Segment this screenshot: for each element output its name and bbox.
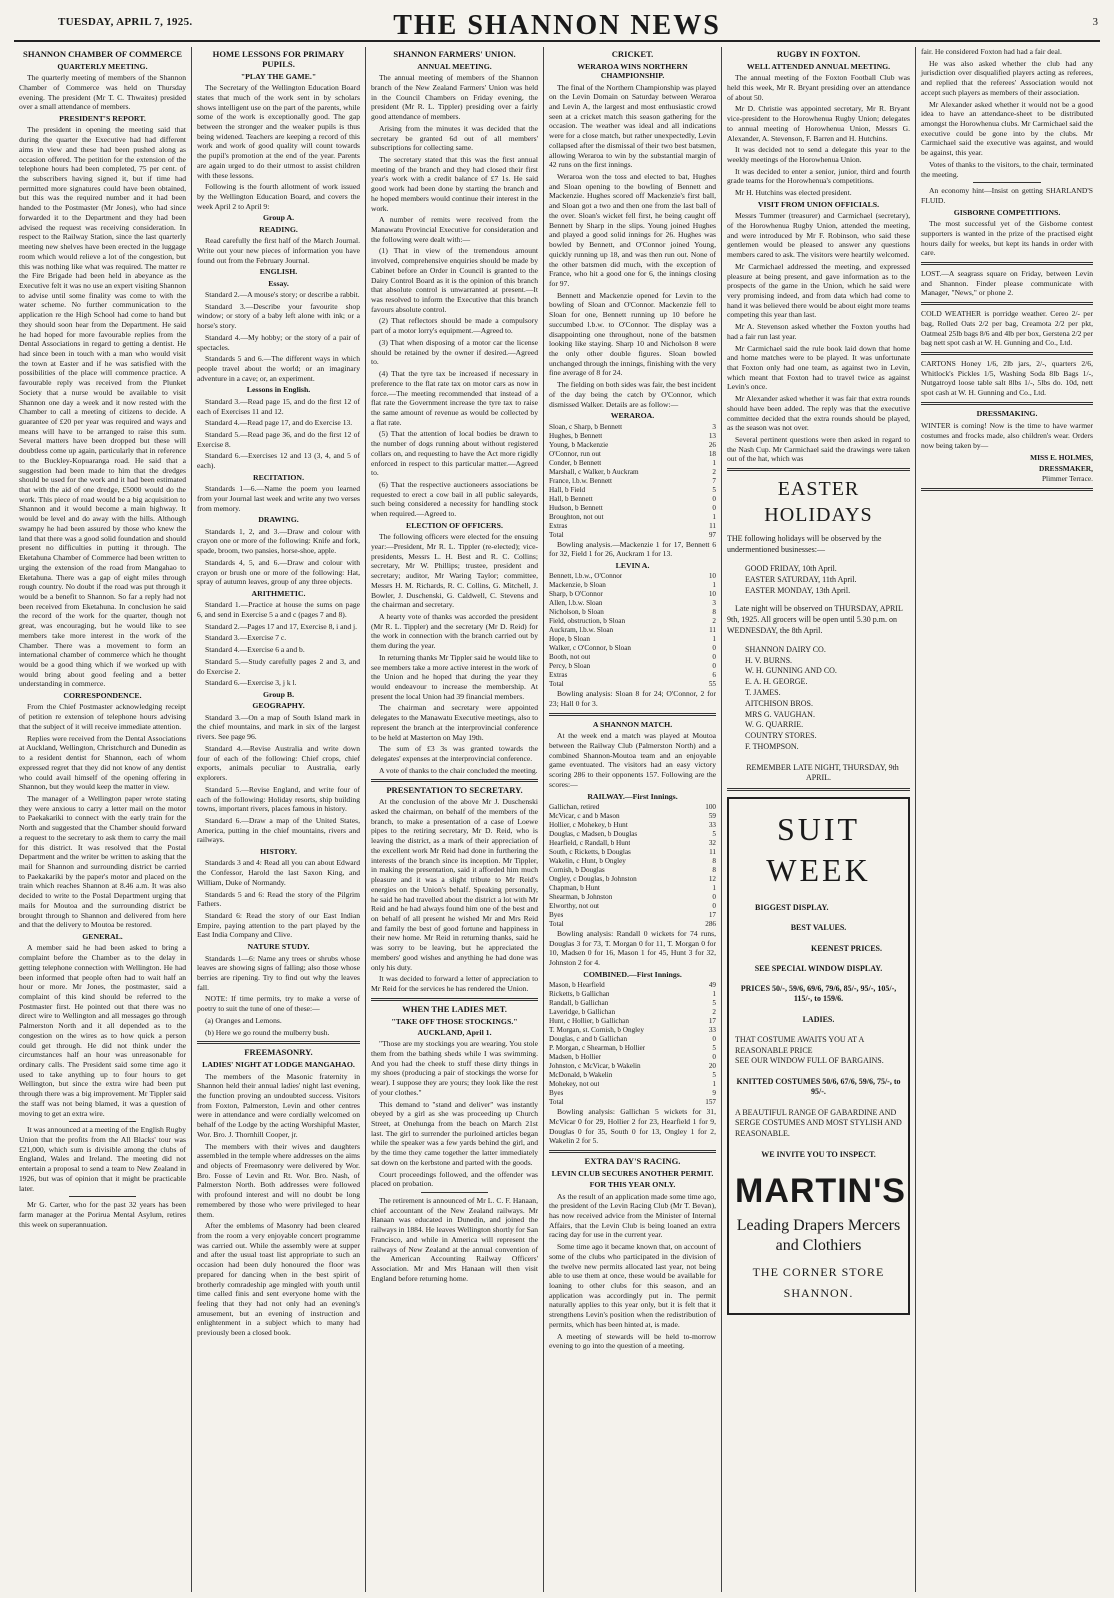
paragraph: (a) Oranges and Lemons.	[205, 1015, 282, 1025]
paragraph: It was decided to enter a senior, junior, third and fourth grade teams for the Horowhenua's competitions.	[727, 166, 910, 186]
divider	[197, 1041, 360, 1044]
subhead-history: HISTORY.	[260, 847, 297, 857]
paragraph: Mr Alexander asked whether it would not be a good idea to have an attendance-sheet to be distributed amongst the Horowhenua clubs. Mr Carmichael said the executive could be gone into by the clubs. Mr Carmichael said the executive was against, and would be against, this year.	[921, 99, 1093, 158]
subhead-levin-club: LEVIN CLUB SECURES ANOTHER PERMIT.	[551, 1168, 714, 1178]
paragraph: At the week end a match was played at Moutoa between the Railway Club (Palmerston North) and a combined Shannon-Moutoa team and an enjoyable game eventuated. The visitors had an easy victory scoring 286 to their opponents 157. Following are the scores:—	[549, 731, 716, 789]
paragraph: A hearty vote of thanks was accorded the president (Mr R. L. Tippler) and the secretary (Mr D. Reid) for the work in connection with the branch carried out by them during the year.	[371, 611, 538, 651]
paragraph: Replies were received from the Dental Associations at Auckland, Wellington, Christchurch and Dunedin as to a resident dentist for Shannon, each of whom expressed regret that they did not know of any dentist who could avail himself of the opening offering in Shannon, but they would keep the matter in view.	[19, 733, 186, 792]
subhead-annual-meeting: ANNUAL MEETING.	[417, 61, 492, 71]
scorecard-total: Total 97	[549, 530, 716, 539]
subhead-correspondence: CORRESPONDENCE.	[63, 691, 142, 701]
paragraph: It was decided not to send a delegate this year to the weekly meetings of the Horowhenua Union.	[727, 145, 910, 164]
paragraph: The following officers were elected for the ensuing year:—President, Mr R. L. Tippler (re-elected); vice-presidents, Messrs L. H. Best and R. C. Collins; secretary, Mr W. Phillips; trustee, president and secretary; auditor, Mr Waring Taylor; committee, Messrs H. M. Richards, R. C. Collins, G. Mitchell, J. Bowler, J. Duschenski, G. Caldwell, C. Stevens and the chairman and secretary.	[371, 532, 538, 610]
ad-easter-title: EASTER HOLIDAYS	[764, 478, 873, 526]
score-row: Hunt, c Hollier, b Gallichan 17	[549, 1017, 716, 1026]
divider	[371, 779, 538, 782]
column-3	[366, 47, 544, 1592]
subhead-weraroa-wins: WERAROA WINS NORTHERN CHAMPIONSHIP.	[577, 61, 688, 81]
score-row: McDonald, b Wakelin 5	[549, 1071, 716, 1080]
subhead-general: GENERAL.	[82, 932, 123, 941]
score-row: Percy, b Sloan 0	[549, 662, 716, 671]
score-row: Hope, b Sloan 1	[549, 635, 716, 644]
ad-easter-late-night: Late night will be observed on THURSDAY, APRIL 9th, 1925. All grocers will be open until 5.30 p.m. on WEDNESDAY, the 8th April.	[727, 604, 903, 635]
divider	[921, 402, 1093, 405]
score-row: Hollier, c Mohekey, b Hunt 33	[549, 820, 716, 829]
ad-winter: WINTER is coming! Now is the time to have warmer costumes and frocks made, also children's wear. Orders now being taken by—	[921, 421, 1093, 450]
list-item: MRS G. VAUGHAN.	[745, 709, 815, 719]
score-row: Johnston, c McVicar, b Wakelin 20	[549, 1062, 716, 1071]
score-row: Marshall, c Walker, b Auckram 2	[549, 467, 716, 476]
list-item: E. A. H. GEORGE.	[745, 677, 808, 687]
paragraph: Several pertinent questions were then asked in regard to the Nash Cup. Mr Carmichael said the drawings were taken out of the hat, which was	[727, 435, 910, 464]
subhead-essay: Essay.	[268, 278, 289, 288]
headline-presentation: PRESENTATION TO SECRETARY.	[386, 785, 523, 796]
headline-rugby: RUGBY IN FOXTON.	[776, 49, 861, 59]
paragraph: (2) That reflectors should be made a compulsory part of a motor lorry's equipment.—Agreed to.	[371, 316, 538, 336]
list-item: SHANNON DAIRY CO.	[745, 644, 826, 654]
paragraph: Some time ago it became known that, on account of some of the clubs who participated in the division of the twelve new permits allocated last year, not being able to use them at once, these would be available for loaning to other clubs for this season, and an application was accordingly put in. The permit naturally applies to this year only, but it is felt that it strengthens Levin's position when the redistribution of permits, which has been hinted at, is made.	[549, 1242, 716, 1329]
ad-martins-logo: MARTIN'S	[735, 1172, 906, 1211]
paragraph: Standard 1.—Practice at house the sums on page 6, and send in Exercise 5 a and c (pages 7 and 8).	[197, 600, 360, 620]
subhead-lessons: Lessons in English.	[246, 385, 311, 395]
paragraph: From the Chief Postmaster acknowledging receipt of petition re extension of telephone hours advising that the subject of it will receive immediate attention.	[19, 702, 186, 731]
paragraph: The retirement is announced of Mr L. C. F. Hanaan, chief accountant of the New Zealand railways. Mr Hanaan was educated in Dunedin, and joined the railways in 1884. He leaves Wellington shortly for San Francisco, and while in America will represent the railways of New Zealand at the annual convention of the American Accounting Railway Officers' Association. Mr and Mrs Hanaan will then visit England before returning home.	[371, 1196, 538, 1283]
paragraph: He was also asked whether the club had any jurisdiction over disqualified players acting as referees, and replied that the referees' Association would not accept such players as members of their association.	[921, 58, 1093, 97]
subhead-play-the-game: "PLAY THE GAME."	[240, 71, 317, 81]
paragraph: Standards 5 and 6.—The different ways in which people travel about the world; or an imaginary adventure in a cave; or, an experiment.	[197, 354, 360, 383]
score-row: Laveridge, b Gallichan 2	[549, 1008, 716, 1017]
subhead-arithmetic: ARITHMETIC.	[251, 588, 306, 598]
score-row: McVicar, c and b Mason 59	[549, 811, 716, 820]
ad-suit-costume: THAT COSTUME AWAITS YOU AT A REASONABLE PRICE	[735, 1034, 864, 1055]
column-2	[192, 47, 366, 1592]
divider	[69, 1196, 136, 1197]
paragraph: Standard 6: Read the story of our East Indian Empire, paying attention to the part played by the East India Company and Clive.	[197, 911, 360, 940]
paragraph: Standard 2.—A mouse's story; or describe a rabbit.	[205, 289, 360, 299]
paragraph: Standards 4, 5, and 6.—Draw and colour with crayon or brush one or more of the following: Hat, spray of autumn leaves, group of any three objects.	[197, 557, 360, 587]
dateline-auckland: AUCKLAND, April 1.	[417, 1027, 492, 1037]
paragraph: Mr G. Carter, who for the past 32 years has been farm manager at the Porirua Mental Asylum, retires this week on superannuation.	[19, 1200, 186, 1229]
paragraph: (1) That in view of the tremendous amount involved, comprehensive enquiries should be made by Cabinet before an Order in Council is granted to the Dairy Control Board as it is the opinion of this branch that absolute control is unwarranted at present.—It was resolved to inform the Executive that this branch favours absolute control.	[371, 246, 538, 314]
paragraph: Standard 6.—Exercise 3, j k l.	[205, 678, 297, 688]
paragraph: (5) That the attention of local bodies be drawn to the number of dogs running about without registered collars on, and requesting to have the Act more rigidly enforced in respect to this particular matter.—Agreed to.	[371, 429, 538, 478]
ad-martins-town: SHANNON.	[783, 1286, 854, 1301]
score-row: Mohekey, not out 1	[549, 1080, 716, 1089]
score-row: Booth, not out 0	[549, 653, 716, 662]
headline-chamber: SHANNON CHAMBER OF COMMERCE	[23, 49, 182, 59]
subhead-recitation: RECITATION.	[252, 472, 305, 482]
subhead-drawing: DRAWING.	[258, 515, 299, 525]
score-row: Byes 9	[549, 1089, 716, 1098]
paragraph: The sum of £3 3s was granted towards the delegates' expenses at the interprovincial conference.	[371, 744, 538, 763]
headline-home-lessons: HOME LESSONS FOR PRIMARY PUPILS.	[212, 49, 345, 69]
paragraph: Mr A. Stevenson asked whether the Foxton youths had had a fair run last year.	[727, 322, 910, 341]
ad-easter-remember: REMEMBER LATE NIGHT, THURSDAY, 9th APRIL.	[746, 762, 899, 783]
paragraph: The president in opening the meeting said that during the quarter the Executive had had different aims in view and these had been pushed along as occasion offered. The petition for the extension of the telephone hours had been completed, 75 per cent. of the subscribers having signed it, but if time had permitted more signatures could have been obtained, but this was the required number and it had been handed to the Postmaster (Mr Jones), who had since forwarded it to the Department and they had been advised the request was receiving consideration. In respect to the Railway Station, since the last quarterly meeting new shelves have been erected in the luggage room which would relieve a lot of the congestion, but this was nothing like what was required. The matter re the Fire Brigade had been held in abeyance as the Executive felt it was no use an expert visiting Shannon to advise until some finality was come to with the water scheme. No further communication to the application re the High School had come to hand but they should soon hear from the Department. He said he had hoped for more favourable replies from the Dental Associations in regard to getting a dentist. He had since been in touch with a man who would visit the town at Easter and if he was satisfied with the possibilities of the place will commence practice. A favourable reply was received from the Plunket Society that a nurse would be available to visit Shannon one day a week and it now rested with the Chamber to call a meeting of citizens to decide. A guarantee of £20 per year was required and ways and means will have to be arranged to raise this sum. Several matters have been dropped but these will doubtless come up again, particularly that in reference to the Buckley-Kopuaranga road. He said that a suggestion had been made to him that the dredges should be used for the work and it had been estimated that with the aid of one dredge, £5000 would do the work. This piece of road would be a big acquisition to Shannon and it would become a main highway. It would be level and do away with the hills. Although swampy he had been assured by those who knew the land that there was a good solid foundation and should present no difficulties in putting it through. The Eketahuna Chamber of Commerce had been written to urging the extension of the road from Mangahao to Eketahuna. There was a gap of eight miles through rough country. No doubt if the road was put through it would be a benefit to Shannon. So far a reply had not been received from Eketahuna. In conclusion he said the record of the work for the quarter, though not great, was encouraging, but he would like to see members take more interest in the work of the Chamber. There was a movement to form an international chamber of commerce which he thought would be a good thing which if we worked up with would bring about good feeling and a better understanding in commerce.	[19, 125, 186, 689]
score-row: Cornish, b Douglas 8	[549, 865, 716, 874]
paragraph: Standard 3.—Read page 15, and do the first 12 of each of Exercises 11 and 12.	[197, 396, 360, 416]
subhead-election: ELECTION OF OFFICERS.	[406, 520, 503, 530]
score-row: Mackenzie, b Sloan 1	[549, 581, 716, 590]
paragraph: NOTE: If time permits, try to make a verse of poetry to suit the tune of one of these:—	[197, 994, 360, 1014]
score-row: Young, b Mackenzie 26	[549, 440, 716, 449]
ad-lost: LOST.—A seagrass square on Friday, between Levin and Shannon. Finder please communicate with Manager, "News," or phone 2.	[921, 269, 1093, 298]
paragraph: Standard 3.—On a map of South Island mark in the chief mountains, and mark in six of the largest rivers. See page 96.	[197, 712, 360, 742]
subhead-visit: VISIT FROM UNION OFFICIALS.	[757, 199, 880, 209]
paragraph: Standard 4.—Read page 17, and do Exercise 13.	[205, 418, 353, 428]
subhead-english: ENGLISH.	[259, 267, 298, 277]
scorecard-weraroa	[549, 423, 716, 531]
score-row: Hall, b Field 5	[549, 485, 716, 494]
ad-winter-name: MISS E. HOLMES,	[1030, 453, 1093, 463]
paragraph: A number of remits were received from the Manawatu Provincial Executive for consideration and the following were dealt with:—	[371, 215, 538, 244]
score-row: Walker, c O'Connor, b Sloan 0	[549, 644, 716, 653]
score-row: Field, obstruction, b Sloan 2	[549, 617, 716, 626]
subhead-nature-study: NATURE STUDY.	[247, 942, 310, 952]
paragraph: The manager of a Wellington paper wrote stating they were anxious to carry a letter mail on the motor to Paekakariki to connect with the early train for the North and suggested that the Chamber should forward a request to the secretary to ask them to carry the mail for this district. It was resolved that the Postal Department and the writer be written to asking that the mail for Shannon and surrounding district be carried to Paekakariki by the paper's motor and placed on the train which reaches Shannon at 8.46 a.m. It was also decided to write to the Postal Department urging that mails for Moutoa and the surrounding district be brought through to Shannon and delivered from here and that the delivery to Moutoa be restored.	[19, 793, 186, 930]
ad-cartons: CARTONS Honey 1/6, 2lb jars, 2/-, quarters 2/6, Whitlock's Pickles 1/5, Washing Soda 8lb Bags 1/-, Nutgatroyd loose table salt 8lbs 1/-, 5lbs do. 10d, nett spot cash at W. H. Gunning and Co., Ltd.	[921, 359, 1093, 398]
score-row: Gallichan, retired 100	[549, 802, 716, 811]
score-row: Mason, b Hearfield 49	[549, 981, 716, 990]
divider	[549, 1150, 716, 1153]
paragraph: It was decided to forward a letter of appreciation to Mr Reid for the services he has rendered the Union.	[371, 974, 538, 993]
score-row: Bennett, l.b.w., O'Connor 10	[549, 572, 716, 581]
columns	[14, 47, 1100, 1592]
score-row: Extras 6	[549, 671, 716, 680]
subhead-weraroa-team: WERAROA.	[610, 411, 655, 421]
paragraph: Arising from the minutes it was decided that the secretary be granted 6d out of all members' subscriptions for collecting same.	[371, 123, 538, 153]
paragraph: The quarterly meeting of members of the Shannon Chamber of Commerce was held on Thursday evening. The president (Mr T. C. Thwaites) presided over a small attendance of members.	[19, 73, 186, 112]
paragraph: The chairman and secretary were appointed delegates to the Manawatu Executive meetings, also to represent the branch at the interprovincial conference to be held at Masterton on May 19th.	[371, 703, 538, 742]
paragraph: The secretary stated that this was the first annual meeting of the branch and they had closed their first year's work with a credit balance of £7 1s. He said good work had been done by starting the branch and he hoped members would continue their interest in the work.	[371, 154, 538, 213]
scorecard-combined	[549, 981, 716, 1098]
paragraph: Standard 5.—Revise England, and write four of each of the following: Holiday resorts, ship building towns, important rivers, places famous in history.	[197, 784, 360, 814]
divider	[973, 182, 1042, 183]
score-row: Byes 17	[549, 910, 716, 919]
paragraph: As the result of an application made some time ago, the president of the Levin Racing Club (Mr T. Bevan), has now received advice from the Minister of Internal Affairs, that the Levin Club is being loaned an extra racing day for use in the current year.	[549, 1191, 716, 1240]
ad-suit-biggest: BIGGEST DISPLAY.	[755, 903, 829, 913]
paragraph: An economy hint—Insist on getting SHARLAND'S FLUID.	[921, 186, 1093, 206]
list-item: EASTER SATURDAY, 11th April.	[745, 574, 857, 584]
scorecard-levin	[549, 572, 716, 680]
paragraph: Standards 3 and 4: Read all you can about Edward the Confessor, Harold the last Saxon King, and William, Duke of Normandy.	[197, 858, 360, 887]
divider	[921, 488, 1093, 491]
scorecard-total: Total 286	[549, 919, 716, 928]
paragraph: Weraroa won the toss and elected to bat, Hughes and Sloan opening to the bowling of Bennett and Mackenzie. Hughes scored off Mackenzie's first ball, and Sloan got a two and then one from the last ball of the over. Sloan's wicket fell first, he being caught off Bennett by Sharp in the slips. Young joined Hughes and played a good solid innings for 26. Hughes was bowled by Bennett, and O'Connor joined Young, quickly running up 18, and was then run out. None of the other batsmen did much, with the exception of France, who hit a good one for 6, the innings closing for 97.	[549, 172, 716, 288]
subhead-report: PRESIDENT'S REPORT.	[59, 114, 146, 124]
score-row: T. Morgan, st. Cornish, b Ongley 33	[549, 1026, 716, 1035]
paragraph: Bowling analysis: Randall 0 wickets for 74 runs, Douglas 3 for 73, T. Morgan 0 for 11, T. Morgan 0 for 10, Madsen 0 for 16, Mason 1 for 45, Hunt 3 for 32, Johnston 2 for 4.	[549, 928, 716, 967]
paragraph: A meeting of stewards will be held to-morrow evening to go into the question of a meeting.	[549, 1331, 716, 1351]
paragraph: Standard 3.—Describe your favourite shop window; or story of a baby left alone with ink; or a horse's story.	[197, 301, 360, 331]
paragraph: Messrs Tummer (treasurer) and Carmichael (secretary), of the Horowhenua Rugby Union, attended the meeting, and were introduced by Mr F. Robinson, who said these gentlemen would be pleased to answer any questions members cared to ask. The visitors were heartily welcomed.	[727, 211, 910, 260]
score-row: Randall, b Gallichan 5	[549, 999, 716, 1008]
score-row: South, c Ricketts, b Douglas 11	[549, 847, 716, 856]
list-item: T. JAMES.	[745, 687, 781, 697]
paragraph: The members of the Masonic fraternity in Shannon held their annual ladies' night last evening, the function proving an undoubted success. Visitors from Foxton, Palmerston, Levin and other centres were in attendance and were cordially welcomed on behalf of the Lodge by the acting Worshipful Master, Wor. Bro. J. Thornhill Cooper, jr.	[197, 1071, 360, 1139]
subhead-group-b: Group B.	[262, 690, 295, 700]
paragraph: Mr Alexander asked whether it was fair that extra rounds should have been added. The reply was that the executive committee decided that the extra rounds should be played, as the season was not over.	[727, 394, 910, 433]
score-row: Hughes, b Bennett 13	[549, 431, 716, 440]
newspaper-title: THE SHANNON NEWS	[393, 10, 721, 41]
paragraph: Mr Carmichael addressed the meeting, and expressed pleasure at being present, and gave information as to the prospects of the game in the Union, which he said were very promising indeed, and from data which had come to hand it was believed there would be about eight more teams competing this year than last.	[727, 261, 910, 320]
subhead-attended: WELL ATTENDED ANNUAL MEETING.	[746, 61, 891, 71]
ad-easter-intro: THE following holidays will be observed by the undermentioned businesses:—	[727, 534, 882, 555]
paragraph: fair. He considered Foxton had had a fair deal.	[921, 47, 1062, 56]
scorecard-total: Total 55	[549, 680, 716, 689]
subhead-reading: READING.	[259, 224, 298, 234]
paragraph: The annual meeting of members of the Shannon branch of the New Zealand Farmers' Union was held in the Council Chambers on Friday evening, the president (Mr R. L. Tippler) presiding over a fairly good attendance of members.	[371, 73, 538, 122]
paragraph: The Secretary of the Wellington Education Board states that much of the work sent in by scholars shows intelligent use on the part of the parents, while some of the work is exceptionally good. The gap between the stronger and the weaker pupils is thus being widened. Teachers are keeping a record of this work and work of good quality will count towards the pupil's promotion at the end of the year. Parents are again urged to do their utmost to assist children with these lessons.	[197, 83, 360, 180]
ad-suit-week	[727, 797, 910, 1315]
paragraph: Standard 5.—Study carefully pages 2 and 3, and do Exercise 2.	[197, 656, 360, 676]
scorecard-railway	[549, 803, 716, 920]
paragraph: Standard 5.—Read page 36, and do the first 12 of Exercise 8.	[197, 429, 360, 449]
paragraph: "Those are my stockings you are wearing. You stole them from the bathing sheds while I was swimming. And you had the cheek to stuff these dirty things in my shoes (producing a pair of stockings the worse for wear). I suppose they are yours; they look like the rest of your clothes."	[371, 1039, 538, 1097]
paragraph: A vote of thanks to the chair concluded the meeting.	[379, 765, 538, 775]
ad-cold-weather: COLD WEATHER is porridge weather. Cereo 2/- per bag, Rolled Oats 2/2 per bag, Creamota 2/2 per pkt, Oatmeal 25lb bags 8/6 and 4lb per box, Gerstena 2/2 per bag nett spot cash at W. H. Gunning and Co., Ltd.	[921, 309, 1093, 348]
subhead-quarterly: QUARTERLY MEETING.	[57, 61, 148, 71]
paragraph: A member said he had been asked to bring a complaint before the Chamber as to the delay in getting telephone connection with Wellington. He had been informed that people often had to wait half an hour or more. Mr Jones, the postmaster, said a complaint of this kind should be referred to the Postmaster first. He pointed out that there was no direct wire to Wellington and all messages go through Palmerston North and it all depended as to the congestion on the wires as to how quick a person could get through. He did not think under the circumstances half an hour was unreasonable for ordinary calls. The President said some time ago it used to take anything up to four hours to get Wellington, but since the extra wire had been put through there was a big improvement. Mr Tippler said the staff was not being blamed, it was a question of moving to get an extra wire.	[19, 943, 186, 1118]
score-row: Sharp, b O'Connor 10	[549, 590, 716, 599]
divider	[421, 1192, 488, 1193]
paragraph: The members with their wives and daughters assembled in the temple where addresses on the aims and objects of Freemasonry were delivered by Wor. Bro. Fosse of Levin and Rt. Wor. Bro. Nash, of Palmerston North. Both addresses were followed with profound interest and will no doubt be long remembered by those who were privileged to hear them.	[197, 1141, 360, 1219]
subhead-this-year: FOR THIS YEAR ONLY.	[589, 1180, 676, 1190]
paragraph: Mr Carmichael said the rule book laid down that home and home matches were to be played. It was unfortunate that Foxton only had one team, as against two in Levin, which meant that Foxton had to travel twice as against Levin's once.	[727, 343, 910, 392]
ad-suit-gabardine: A BEAUTIFUL RANGE OF GABARDINE AND SERGE COSTUMES AND MOST STYLISH AND REASONABLE.	[735, 1107, 902, 1139]
paragraph: Standard 4.—Revise Australia and write down four of each of the following: Chief crops, chief exports, animals peculiar to Australia, early explorers.	[197, 743, 360, 783]
list-item: W. H. GUNNING AND CO.	[745, 666, 837, 676]
headline-cricket: CRICKET.	[611, 49, 654, 59]
ad-suit-invite: WE INVITE YOU TO INSPECT.	[761, 1150, 876, 1160]
ad-martins-tagline: Leading Drapers Mercers and Clothiers	[736, 1216, 901, 1255]
paragraph: Standard 6.—Draw a map of the United States, America, putting in the chief mountains, rivers and railways.	[197, 815, 360, 845]
score-row: O'Connor, run out 18	[549, 449, 716, 458]
paragraph: This demand to "stand and deliver" was instantly obeyed by a girl as she was proceeding up Church Street, at Onehunga from the beach on March 21st last. The girl to surrender the purloined articles began while the speaker was a few yards behind the girl, and by the time they came together the latter immediately sat down on the kerbstone and parted with the goods.	[371, 1099, 538, 1167]
subhead-stockings: "TAKE OFF THOSE STOCKINGS."	[391, 1016, 518, 1026]
paragraph: Bennett and Mackenzie opened for Levin to the bowling of Sloan and O'Connor. Mackenzie fell to Sloan for one, Bennett running up 10 before he succumbed l.b.w. to O'Connor. The display was a disappointing one throughout, none of the batsmen looking like staying. Sharp 10 and Nicholson 8 were the only other double figures. Sloan bowled unchanged through the innings, finishing with the very fine average of 8 for 24.	[549, 290, 716, 378]
score-row: Elworthy, not out 0	[549, 901, 716, 910]
score-row: Extras 11	[549, 521, 716, 530]
paragraph: Bowling analysis: Sloan 8 for 24; O'Connor, 2 for 23; Hall 0 for 3.	[549, 689, 716, 709]
ad-suit-ladies: LADIES.	[802, 1014, 835, 1024]
subhead-ladies-night: LADIES' NIGHT AT LODGE MANGAHAO.	[202, 1060, 355, 1070]
score-row: France, l.b.w. Bennett 7	[549, 476, 716, 485]
paragraph: Read carefully the first half of the March Journal. Write out your new pieces of information you have found out from the February Journal.	[197, 236, 360, 265]
list-item: GOOD FRIDAY, 10th April.	[745, 563, 837, 573]
ad-suit-knitted: KNITTED COSTUMES 50/6, 67/6, 59/6, 75/-, to 95/-.	[736, 1077, 901, 1097]
headline-freemasonry: FREEMASONRY.	[244, 1047, 313, 1058]
ad-easter-days	[727, 564, 910, 596]
ad-suit-prices: PRICES 50/-, 59/6, 69/6, 79/6, 85/-, 95/-, 105/-, 115/-, to 159/6.	[740, 984, 897, 1004]
subhead-levin-team: LEVIN A.	[615, 561, 650, 571]
column-1	[14, 47, 192, 1592]
ad-winter-trade: DRESSMAKER,	[1038, 463, 1093, 473]
paragraph: In returning thanks Mr Tippler said he would like to see members take a more active interest in the work of the Union and he hoped that during the year they would endeavour to increase the membership. At present the local Union had 39 financial members.	[371, 652, 538, 701]
list-item: H. V. BURNS.	[745, 655, 793, 665]
paragraph: It was announced at a meeting of the English Rugby Union that the profits from the All Blacks' tour was £21,000, which sum is divisible among the clubs of England, Wales and Ireland. The meeting did not entertain a proposal to send a team to New Zealand in 1926, but was of opinion that it might be practicable later.	[19, 1125, 186, 1193]
paragraph: Standards 1—6.—Name the poem you learned from your Journal last week and write any two verses from memory.	[197, 484, 360, 513]
ad-winter-address: Plimmer Terrace.	[1041, 474, 1093, 484]
score-row: P. Morgan, c Shearman, b Hollier 5	[549, 1044, 716, 1053]
subhead-geography: GEOGRAPHY.	[252, 701, 305, 711]
ad-suit-window: SEE SPECIAL WINDOW DISPLAY.	[754, 963, 883, 973]
paragraph: (b) Here we go round the mulberry bush.	[205, 1027, 330, 1037]
list-item: COUNTRY STORES.	[745, 731, 817, 741]
paragraph: The fielding on both sides was fair, the best incident of the day being the catch by O'Connor, which dismissed Walker. Details are as follow:—	[549, 380, 716, 409]
subhead-dressmaking: DRESSMAKING.	[976, 408, 1038, 418]
paragraph: (3) That when disposing of a motor car the license should be retained by the owner if desired.—Agreed to.	[371, 337, 538, 367]
score-row: Douglas, c and b Gallichan 0	[549, 1035, 716, 1044]
column-4	[544, 47, 722, 1592]
list-item: EASTER MONDAY, 13th April.	[745, 585, 851, 595]
divider	[921, 352, 1093, 355]
score-row: Ongley, c Douglas, b Johnston 12	[549, 874, 716, 883]
paragraph: Standards 1, 2, and 3.—Draw and colour with crayon one or more of the following: Knife and fork, spade, broom, two pansies, horse-shoe, apple.	[197, 526, 360, 556]
paragraph: Votes of thanks to the visitors, to the chair, terminated the meeting.	[921, 159, 1093, 179]
score-row: Broughton, not out 1	[549, 512, 716, 521]
paragraph: Standards 1—6: Name any trees or shrubs whose leaves are showing signs of falling; also those whose berries are ripening. Try to find out why the leaves fall.	[197, 953, 360, 992]
paragraph: Bowling analysis.—Mackenzie 1 for 17, Bennett 6 for 32, Field 1 for 26, Auckram 1 for 13.	[549, 539, 716, 559]
score-row: Allen, l.b.w. Sloan 3	[549, 599, 716, 608]
paragraph: At the conclusion of the above Mr J. Duschenski asked the chairman, on behalf of the members of the branch, to make a presentation of a case of Loewe pipes to the retiring secretary, Mr D. Reid, who is leaving the district, as a mark of their appreciation of the excellent work Mr Reid had done in furthering the interests of the branch since its inception. Mr Tippler, in making the presentation, said it afforded him much pleasure and it was a slight tribute to Mr Reid's energies on the Union's behalf. Speaking personally, he said he had travelled about the district a lot with Mr Reid and he had always found him one of the best and on behalf of all present he wished Mr and Mrs Reid and family the best of good fortune and happiness in their new home. Mr Reid in returning thanks, said he was sorry to be leaving, but he appreciated the members' good wishes and anything he had done was only his duty.	[371, 797, 538, 972]
divider	[727, 788, 910, 791]
subhead-railway: RAILWAY.—First Innings.	[587, 791, 678, 801]
score-row: Wakelin, c Hunt, b Ongley 8	[549, 856, 716, 865]
paragraph: Standard 3.—Exercise 7 c.	[205, 633, 287, 643]
ad-martins-store: THE CORNER STORE	[752, 1264, 885, 1279]
page-number: 3	[1092, 16, 1098, 28]
subhead-combined: COMBINED.—First Innings.	[583, 969, 682, 979]
ad-easter-firms	[727, 645, 910, 753]
paragraph: (4) That the tyre tax be increased if necessary in preference to the flat rate tax on motor cars as now in force.—The meeting recommended that instead of a flat rate the Government increase the tyre tax to raise the same amount of revenue as would be collected by a flat rate.	[371, 369, 538, 427]
score-row: Conder, b Bennett 1	[549, 458, 716, 467]
scorecard-total: Total 157	[549, 1098, 716, 1107]
column-5	[722, 47, 916, 1592]
paragraph: Court proceedings followed, and the offender was placed on probation.	[371, 1169, 538, 1189]
divider	[69, 1121, 136, 1122]
ad-suit-bargains: SEE OUR WINDOW FULL OF BARGAINS.	[735, 1056, 884, 1066]
paragraph: Bowling analysis: Gallichan 5 wickets for 31, McVicar 0 for 29, Hollier 2 for 23, Hearfield 1 for 9, Douglas 0 for 35, South 0 for 13, Ongley 1 for 2, Wakelin 2 for 5.	[549, 1107, 716, 1146]
paragraph: Mr H. Hutchins was elected president.	[735, 188, 852, 198]
score-row: Sloan, c Sharp, b Bennett 3	[549, 422, 716, 431]
score-row: Nicholson, b Sloan 8	[549, 608, 716, 617]
paragraph: Standard 4.—Exercise 6 a and b.	[205, 645, 305, 655]
subhead-shannon-match: A SHANNON MATCH.	[592, 719, 673, 729]
paragraph: Standard 4.—My hobby; or the story of a pair of spectacles.	[197, 332, 360, 352]
headline-ladies-met: WHEN THE LADIES MET.	[402, 1003, 507, 1014]
divider	[921, 262, 1093, 265]
column-6	[916, 47, 1098, 1592]
score-row: Ricketts, b Gallichan 1	[549, 990, 716, 999]
subhead-gisborne: GISBORNE COMPETITIONS.	[953, 207, 1061, 217]
ad-suit-title: SUIT WEEK	[766, 811, 871, 889]
masthead	[14, 8, 1100, 42]
score-row: Hall, b Bennett 0	[549, 494, 716, 503]
score-row: Hearfield, c Randall, b Hunt 32	[549, 838, 716, 847]
list-item: W. G. QUARRIE.	[745, 720, 804, 730]
list-item: AITCHISON BROS.	[745, 698, 814, 708]
score-row: Douglas, c Madsen, b Douglas 5	[549, 829, 716, 838]
headline-racing: EXTRA DAY'S RACING.	[584, 1155, 681, 1166]
issue-date: TUESDAY, APRIL 7, 1925.	[58, 16, 193, 28]
score-row: Hudson, b Bennett 0	[549, 503, 716, 512]
paragraph: The annual meeting of the Foxton Football Club was held this week, Mr R. Bryant presiding over an attendance of about 50.	[727, 73, 910, 102]
subhead-group-a: Group A.	[262, 213, 295, 223]
ad-easter-holidays	[727, 477, 910, 784]
paragraph: The final of the Northern Championship was played on the Levin Domain on Saturday between Weraroa and Levin A, the largest and most enthusiastic crowd seen at a cricket match this season gathering for the occasion. The weather was ideal and all indications were for a close match, but rather unexpectedly, Levin collapsed after the dismissal of their two best batsmen, allowing Weraroa to win by the substantial margin of 42 runs on the first innings.	[549, 82, 716, 170]
score-row: Auckram, l.b.w. Sloan 11	[549, 626, 716, 635]
score-row: Chapman, b Hunt 1	[549, 883, 716, 892]
divider	[371, 998, 538, 1001]
paragraph: The most successful yet of the Gisborne contest supporters is wanted in the prize of the practised eight hours daily for weeks, but kept its hands in order with care.	[921, 219, 1093, 258]
divider	[727, 468, 910, 471]
divider	[921, 302, 1093, 305]
list-item: F. THOMPSON.	[745, 741, 799, 751]
paragraph: (6) That the respective auctioneers associations be requested to erect a cow bail in all public saleyards, such being considered a necessity for handling stock when required.—Agreed to.	[371, 479, 538, 519]
paragraph: Following is the fourth allotment of work issued by the Wellington Education Board, and covers the week April 2 to April 9:	[197, 182, 360, 211]
headline-farmers-union: SHANNON FARMERS' UNION.	[393, 49, 516, 59]
paragraph: Standard 2.—Pages 17 and 17, Exercise 8, i and j.	[205, 621, 358, 631]
score-row: Shearman, b Johnston 0	[549, 892, 716, 901]
paragraph: Mr D. Christie was appointed secretary, Mr R. Bryant vice-president to the Horowhenua Rugby Union; delegates to annual meeting of Horowhenua Union, Messrs G. Alexander, A. Stevenson, F. Barren and H. Hutchins.	[727, 104, 910, 143]
paragraph: Standard 6.—Exercises 12 and 13 (3, 4, and 5 of each).	[197, 451, 360, 471]
ad-suit-best: BEST VALUES.	[790, 923, 847, 933]
ad-suit-keenest: KEENEST PRICES.	[811, 943, 882, 953]
divider	[549, 713, 716, 716]
score-row: Madsen, b Hollier 0	[549, 1053, 716, 1062]
paragraph: After the emblems of Masonry had been cleared from the room a very enjoyable concert programme was carried out. While the assembly were at supper and after the usual toast list appropriate to such an occasion had been duly honoured the floor was prepared for dancing when in the best spirit of brotherly comradeship age mingled with youth until time called finis and sent everyone home with the feeling that they had not only had an evening's amusement, but an evening of instruction and enlightenment in a subject which to many had previously been a closed book.	[197, 1221, 360, 1338]
paragraph: Standards 5 and 6: Read the story of the Pilgrim Fathers.	[197, 889, 360, 909]
